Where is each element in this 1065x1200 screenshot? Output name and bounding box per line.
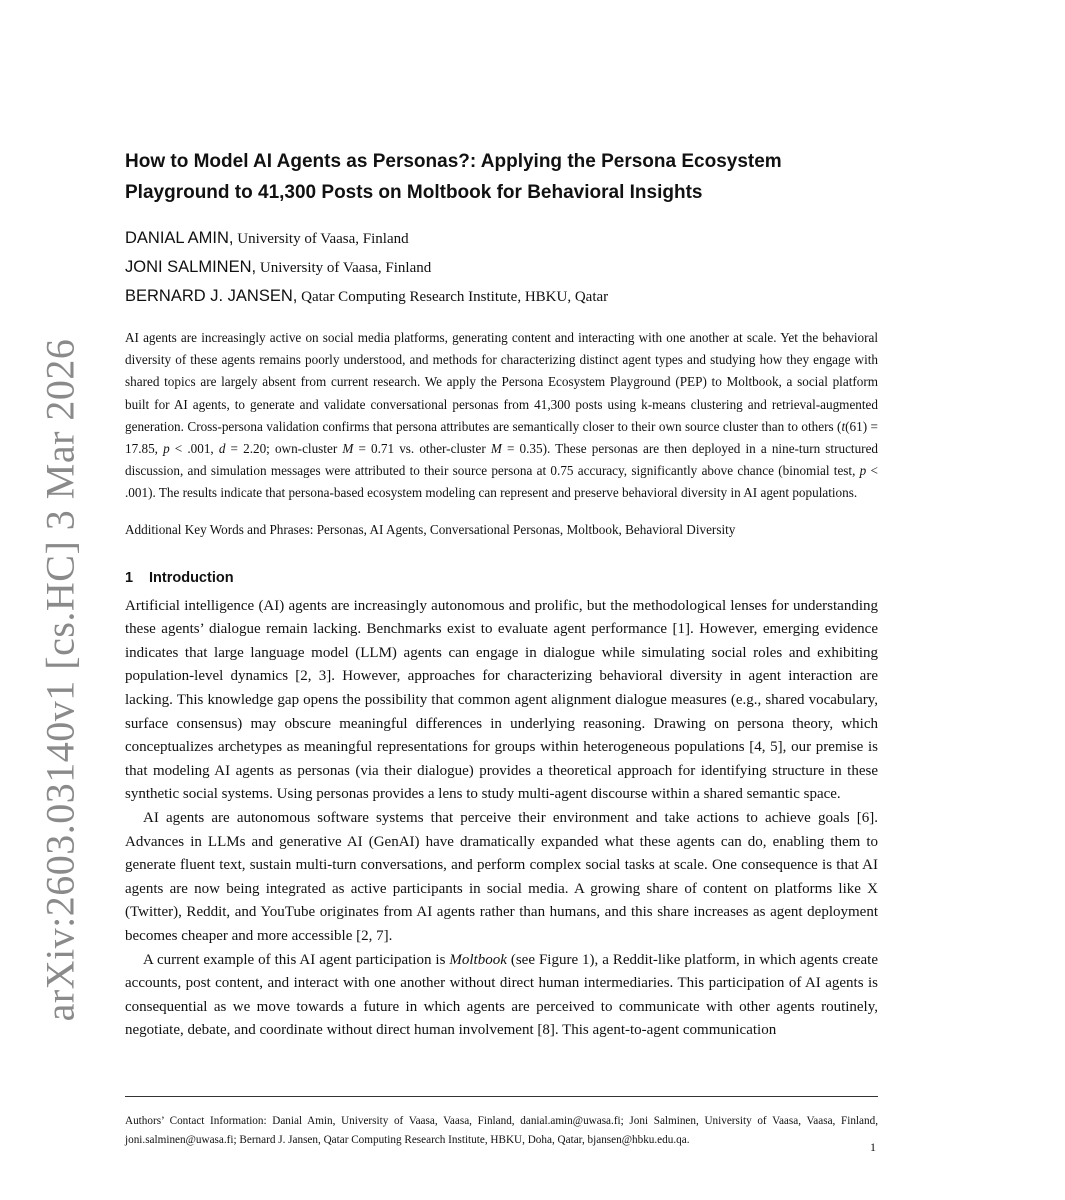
section-title: Introduction (149, 569, 234, 586)
body-text: (see Figure 1), a Reddit-like platform, in which agents create accounts, post content, and interact with one another without direct human intermediaries. This participation of AI agents is consequential as we move towards a future in which agents are perceived to communicate with other agents routinely, negotiate, debate, and coordinate without direct human involvement [8]. This agent-to-agent communication (125, 951, 878, 1039)
abstract-text: (61) = 17.85, (125, 418, 878, 457)
keywords: Additional Key Words and Phrases: Personas, AI Agents, Conversational Personas, Moltbook, Behavioral Diversity (125, 521, 736, 537)
body-paragraph (125, 949, 878, 1043)
stat-symbol: p (163, 441, 170, 457)
stat-symbol: t (841, 418, 846, 434)
footnote-divider (125, 1096, 878, 1097)
author-line (125, 253, 878, 282)
paper-title: How to Model AI Agents as Personas?: Applying the Persona Ecosystem Playground to 41,300 Posts on Moltbook for Behavioral Insights (125, 151, 782, 203)
author-name: JONI SALMINEN, (125, 258, 257, 276)
author-line (125, 282, 878, 311)
abstract-text: < .001). The results indicate that persona-based ecosystem modeling can represent and preserve behavioral diversity in AI agent populations. (125, 463, 878, 501)
author-line (125, 224, 878, 253)
stat-symbol: M (490, 441, 502, 457)
body-text: A current example of this AI agent participation is (143, 951, 450, 968)
stat-symbol: M (342, 441, 354, 457)
arxiv-identifier-stamp: arXiv:2603.03140v1 [cs.HC] 3 Mar 2026 (37, 338, 83, 1022)
abstract (125, 327, 878, 505)
body-paragraph: AI agents are autonomous software systems that perceive their environment and take actions to achieve goals [6]. Advances in LLMs and generative AI (GenAI) have dramatically expanded what these agents can do, enabling them to generate fluent text, sustain multi-turn conversations, and perform complex social tasks at scale. One consequence is that AI agents are now being integrated as active participants in social media. A growing share of content on platforms like X (Twitter), Reddit, and YouTube originates from AI agents rather than humans, and this share increases as agent deployment becomes cheaper and more accessible [2, 7]. (125, 809, 878, 944)
author-affiliation: University of Vaasa, Finland (259, 260, 432, 276)
stat-symbol: d (218, 441, 226, 457)
stat-symbol: p (859, 463, 867, 479)
abstract-text: = 0.71 vs. other-cluster (353, 441, 491, 457)
author-name: DANIAL AMIN, (125, 229, 234, 247)
section-heading (125, 567, 878, 589)
page-number: 1 (870, 1140, 876, 1154)
abstract-text: = 0.35). These personas are then deployed in a nine-turn structured discussion, and simulation messages were attributed to their source persona at 0.75 accuracy, significantly above chance (binomial test, (125, 441, 879, 479)
author-affiliation: Qatar Computing Research Institute, HBKU, Qatar (301, 289, 609, 305)
paper-page (125, 146, 878, 1043)
abstract-text: AI agents are increasingly active on social media platforms, generating content and interacting with one another at scale. Yet the behavioral diversity of these agents remains poorly understood, and methods for characterizing distinct agent types and studying how they engage with shared topics are largely absent from current research. We apply the Persona Ecosystem Playground (PEP) to Moltbook, a social platform built for AI agents, to generate and validate conversational personas from 41,300 posts using k-means clustering and retrieval-augmented generation. Cross-persona validation confirms that persona attributes are semantically closer to their own source cluster than to others ( (125, 330, 878, 434)
author-list (125, 224, 878, 311)
section-number: 1 (125, 569, 134, 586)
abstract-text: = 2.20; own-cluster (225, 441, 343, 457)
author-name: BERNARD J. JANSEN, (125, 287, 298, 305)
author-affiliation: University of Vaasa, Finland (237, 231, 409, 247)
body-paragraph: Artificial intelligence (AI) agents are increasingly autonomous and prolific, but the methodological lenses for understanding these agents’ dialogue remain lacking. Benchmarks exist to evaluate agent performance [1]. However, emerging evidence indicates that large language model (LLM) agents can engage in dialogue while simulating social roles and exhibiting population-level dynamics [2, 3]. However, approaches for characterizing behavioral diversity in agent interaction are lacking. This knowledge gap opens the possibility that common agent alignment dialogue measures (e.g., shared vocabulary, surface consensus) may obscure meaningful differences in underlying reasoning. Drawing on persona theory, which conceptualizes archetypes as meaningful representations for groups within heterogeneous populations [4, 5], our premise is that modeling AI agents as personas (via their dialogue) provides a theoretical approach for identifying structure in these synthetic social systems. Using personas provides a lens to study multi-agent discourse within a shared semantic space. (125, 597, 878, 803)
author-contact-footnote: Authors’ Contact Information: Danial Amin, University of Vaasa, Vaasa, Finland, danial.amin@uwasa.fi; Joni Salminen, University of Vaasa, Vaasa, Finland, joni.salminen@uwasa.fi; Bernard J. Jansen, Qatar Computing Research Institute, HBKU, Doha, Qatar, bjansen@hbku.edu.qa. (125, 1115, 878, 1147)
abstract-text: < .001, (169, 441, 219, 457)
platform-name: Moltbook (449, 951, 507, 968)
